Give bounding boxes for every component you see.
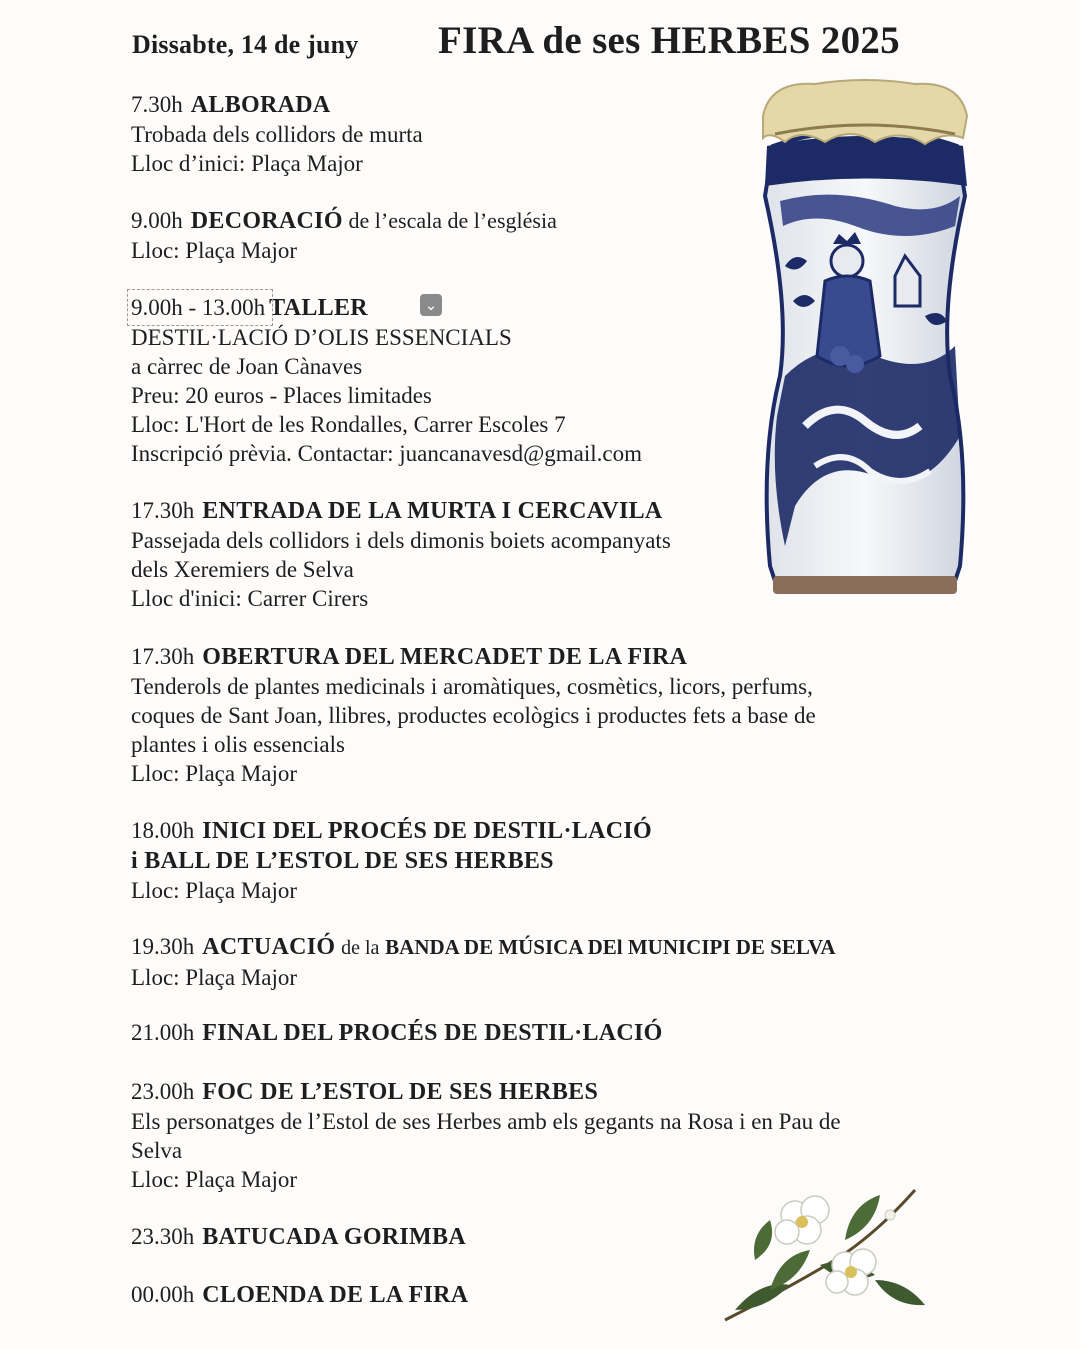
event-detail: dels Xeremiers de Selva: [131, 557, 354, 582]
event-entrada-murta: [131, 496, 671, 613]
event-time: 19.30h: [131, 934, 195, 959]
event-name: ACTUACIÓ: [202, 934, 336, 960]
event-name-second-line: i BALL DE L’ESTOL DE SES HERBES: [131, 848, 554, 874]
event-name: BATUCADA GORIMBA: [202, 1224, 466, 1250]
event-time: 21.00h: [131, 1020, 195, 1045]
event-time: 9.00h: [131, 208, 183, 233]
event-detail: a càrrec de Joan Cànaves: [131, 354, 363, 379]
event-time: 9.00h - 13.00h: [131, 295, 266, 320]
event-detail: Passejada dels collidors i dels dimonis boiets acompanyats: [131, 528, 671, 553]
event-batucada: [131, 1222, 466, 1252]
event-detail: DESTIL·LACIÓ D’OLIS ESSENCIALS: [131, 325, 512, 350]
event-location: Lloc: Plaça Major: [131, 1167, 298, 1192]
event-name: DECORACIÓ: [190, 208, 343, 234]
event-location: Lloc: Plaça Major: [131, 761, 298, 786]
event-name: CLOENDA DE LA FIRA: [202, 1282, 469, 1308]
event-time: 00.00h: [131, 1282, 195, 1307]
apothecary-jar-illustration: [755, 76, 975, 598]
event-foc-estol: [131, 1077, 841, 1194]
page-header: [132, 18, 992, 68]
event-name: OBERTURA DEL MERCADET DE LA FIRA: [202, 644, 688, 670]
event-final-destillacio: [131, 1018, 663, 1048]
event-name: FOC DE L’ESTOL DE SES HERBES: [202, 1079, 599, 1105]
event-time: 23.30h: [131, 1224, 195, 1249]
event-price: Preu: 20 euros - Places limitades: [131, 383, 432, 408]
event-detail: Trobada dels collidors de murta: [131, 122, 423, 147]
event-name: INICI DEL PROCÉS DE DESTIL·LACIÓ: [202, 818, 652, 844]
event-name: FINAL DEL PROCÉS DE DESTIL·LACIÓ: [202, 1020, 663, 1046]
event-actuacio: [131, 932, 836, 992]
event-detail: Selva: [131, 1138, 183, 1163]
event-time: 7.30h: [131, 92, 183, 117]
event-name-connector: de la: [341, 937, 380, 959]
event-alborada: [131, 90, 423, 178]
event-location: Lloc: Plaça Major: [131, 238, 298, 263]
event-decoracio: [131, 206, 557, 265]
event-performer: BANDA DE MÚSICA DEl MUNICIPI DE SELVA: [385, 935, 836, 959]
event-location: Lloc: Plaça Major: [131, 965, 298, 990]
event-name-suffix: de l’escala de l’església: [348, 208, 557, 233]
event-cloenda: [131, 1280, 468, 1310]
event-detail: plantes i olis essencials: [131, 732, 345, 757]
event-time: 17.30h: [131, 498, 195, 523]
event-name: ALBORADA: [190, 92, 331, 118]
event-mercadet: [131, 642, 816, 788]
event-inici-destillacio: [131, 816, 652, 905]
event-taller: [131, 293, 642, 468]
event-time: 18.00h: [131, 818, 195, 843]
event-location: Lloc d’inici: Plaça Major: [131, 151, 363, 176]
event-name: ENTRADA DE LA MURTA I CERCAVILA: [202, 498, 663, 524]
myrtle-flower-illustration: [715, 1170, 940, 1340]
event-location: Lloc: Plaça Major: [131, 878, 298, 903]
event-location: Lloc: L'Hort de les Rondalles, Carrer Escoles 7: [131, 412, 566, 437]
page-title: FIRA de ses HERBES 2025: [438, 19, 900, 62]
event-detail: Tenderols de plantes medicinals i aromàtiques, cosmètics, licors, perfums,: [131, 674, 813, 699]
chevron-down-icon[interactable]: ⌄: [420, 294, 442, 316]
event-time: 23.00h: [131, 1079, 195, 1104]
event-time: 17.30h: [131, 644, 195, 669]
event-name: TALLER: [269, 295, 368, 321]
event-location: Lloc d'inici: Carrer Cirers: [131, 586, 369, 611]
event-contact: Inscripció prèvia. Contactar: juancanavesd@gmail.com: [131, 441, 643, 466]
event-date: Dissabte, 14 de juny: [132, 30, 359, 59]
event-detail: coques de Sant Joan, llibres, productes ecològics i productes fets a base de: [131, 703, 816, 728]
event-detail: Els personatges de l’Estol de ses Herbes amb els gegants na Rosa i en Pau de: [131, 1109, 841, 1134]
time-selection-box[interactable]: [131, 293, 269, 322]
